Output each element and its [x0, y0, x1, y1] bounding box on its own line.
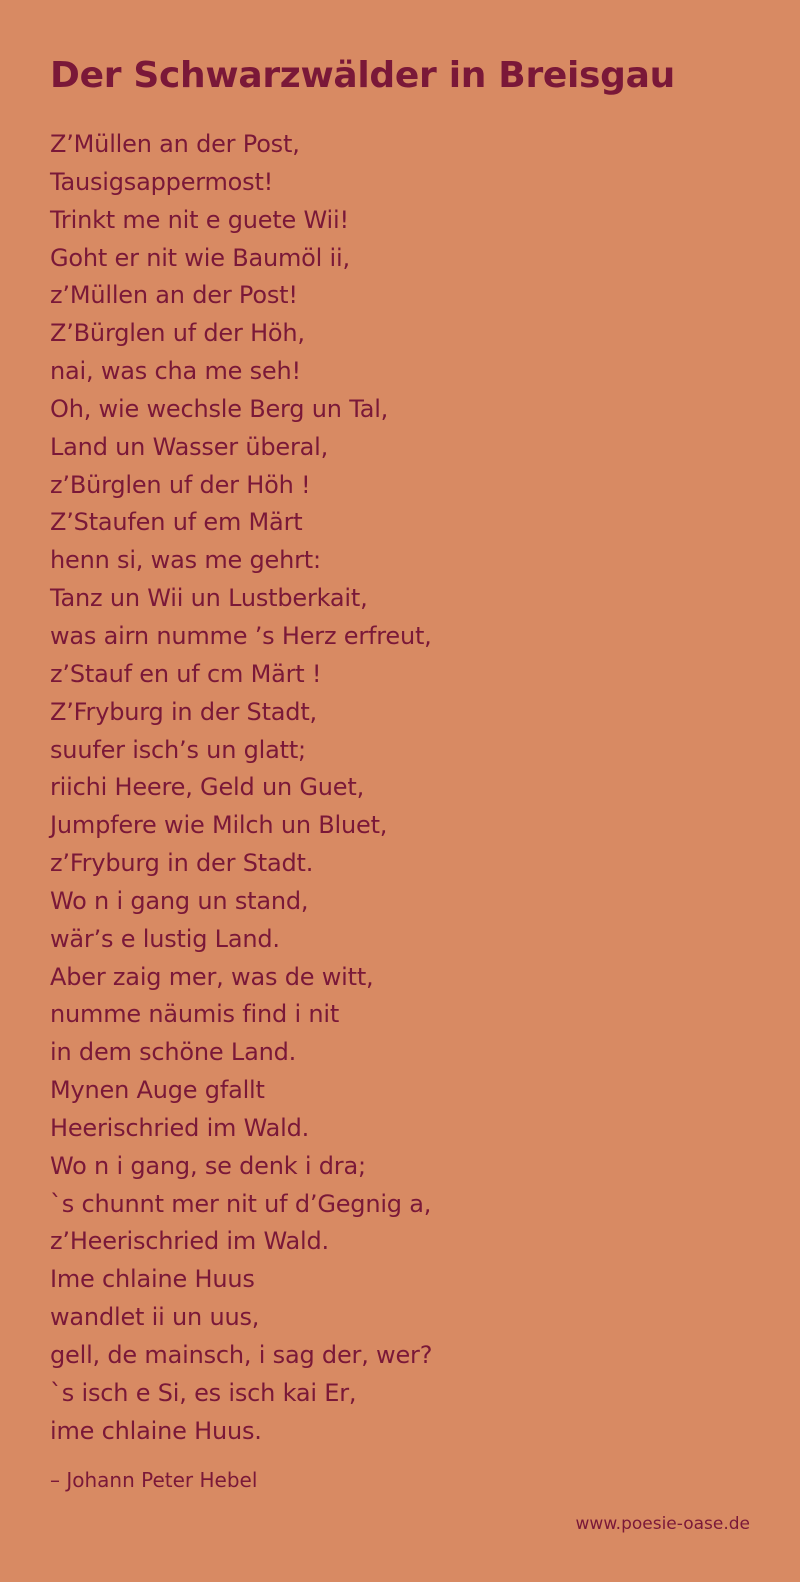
poem-line: Tausigsappermost!	[50, 167, 274, 196]
poem-line: Z’Staufen uf em Märt	[50, 508, 303, 537]
poem-line: z’Stauf en uf cm Märt !	[50, 659, 322, 688]
poem-line: Z’Fryburg in der Stadt,	[50, 697, 317, 726]
poem-line: `s isch e Si, es isch kai Er,	[50, 1378, 357, 1407]
poem-line: in dem schöne Land.	[50, 1038, 297, 1067]
poem-line: Mynen Auge gfallt	[50, 1076, 265, 1105]
poem-line: Goht er nit wie Baumöl ii,	[50, 243, 350, 272]
website-url: www.poesie-oase.de	[575, 1514, 750, 1534]
poem-line: Oh, wie wechsle Berg un Tal,	[50, 394, 389, 423]
poem-line: Wo n i gang, se denk i dra;	[50, 1151, 366, 1180]
poem-line: Wo n i gang un stand,	[50, 886, 309, 915]
poem-line: z’Heerischried im Wald.	[50, 1227, 329, 1256]
poem-line: Z’Müllen an der Post,	[50, 130, 300, 158]
poem-line: z’Fryburg in der Stadt.	[50, 849, 314, 878]
poem-line: ime chlaine Huus.	[50, 1416, 262, 1445]
poem-line: riichi Heere, Geld un Guet,	[50, 773, 365, 802]
poem-line: Ime chlaine Huus	[50, 1265, 255, 1294]
poem-line: Trinkt me nit e guete Wii!	[50, 205, 349, 234]
poem-line: `s chunnt mer nit uf d’Gegnig a,	[50, 1189, 432, 1218]
poem-line: Z’Bürglen uf der Höh,	[50, 319, 305, 348]
poem-line: henn si, was me gehrt:	[50, 546, 321, 575]
poem-line: Tanz un Wii un Lustberkait,	[50, 584, 368, 613]
poem-line: Aber zaig mer, was de witt,	[50, 962, 374, 991]
poem-line: Land un Wasser überal,	[50, 432, 329, 461]
poem-line: z’Müllen an der Post!	[50, 281, 298, 310]
poem-line: was airn numme ’s Herz erfreut,	[50, 621, 432, 650]
poem-line: wär’s e lustig Land.	[50, 924, 280, 953]
poem-line: gell, de mainsch, i sag der, wer?	[50, 1341, 433, 1369]
poem-line: numme näumis find i nit	[50, 1000, 340, 1029]
poem-title: Der Schwarzwälder in Breisgau	[50, 55, 675, 96]
poem-line: z’Bürglen uf der Höh !	[50, 470, 311, 499]
poem-line: nai, was cha me seh!	[50, 357, 301, 386]
poem-body	[50, 126, 432, 1451]
poem-author: – Johann Peter Hebel	[50, 1468, 258, 1492]
poem-line: wandlet ii un uus,	[50, 1303, 260, 1332]
poem-line: Jumpfere wie Milch un Bluet,	[50, 811, 388, 840]
poem-line: Heerischried im Wald.	[50, 1113, 310, 1142]
poem-line: suufer isch’s un glatt;	[50, 735, 306, 764]
